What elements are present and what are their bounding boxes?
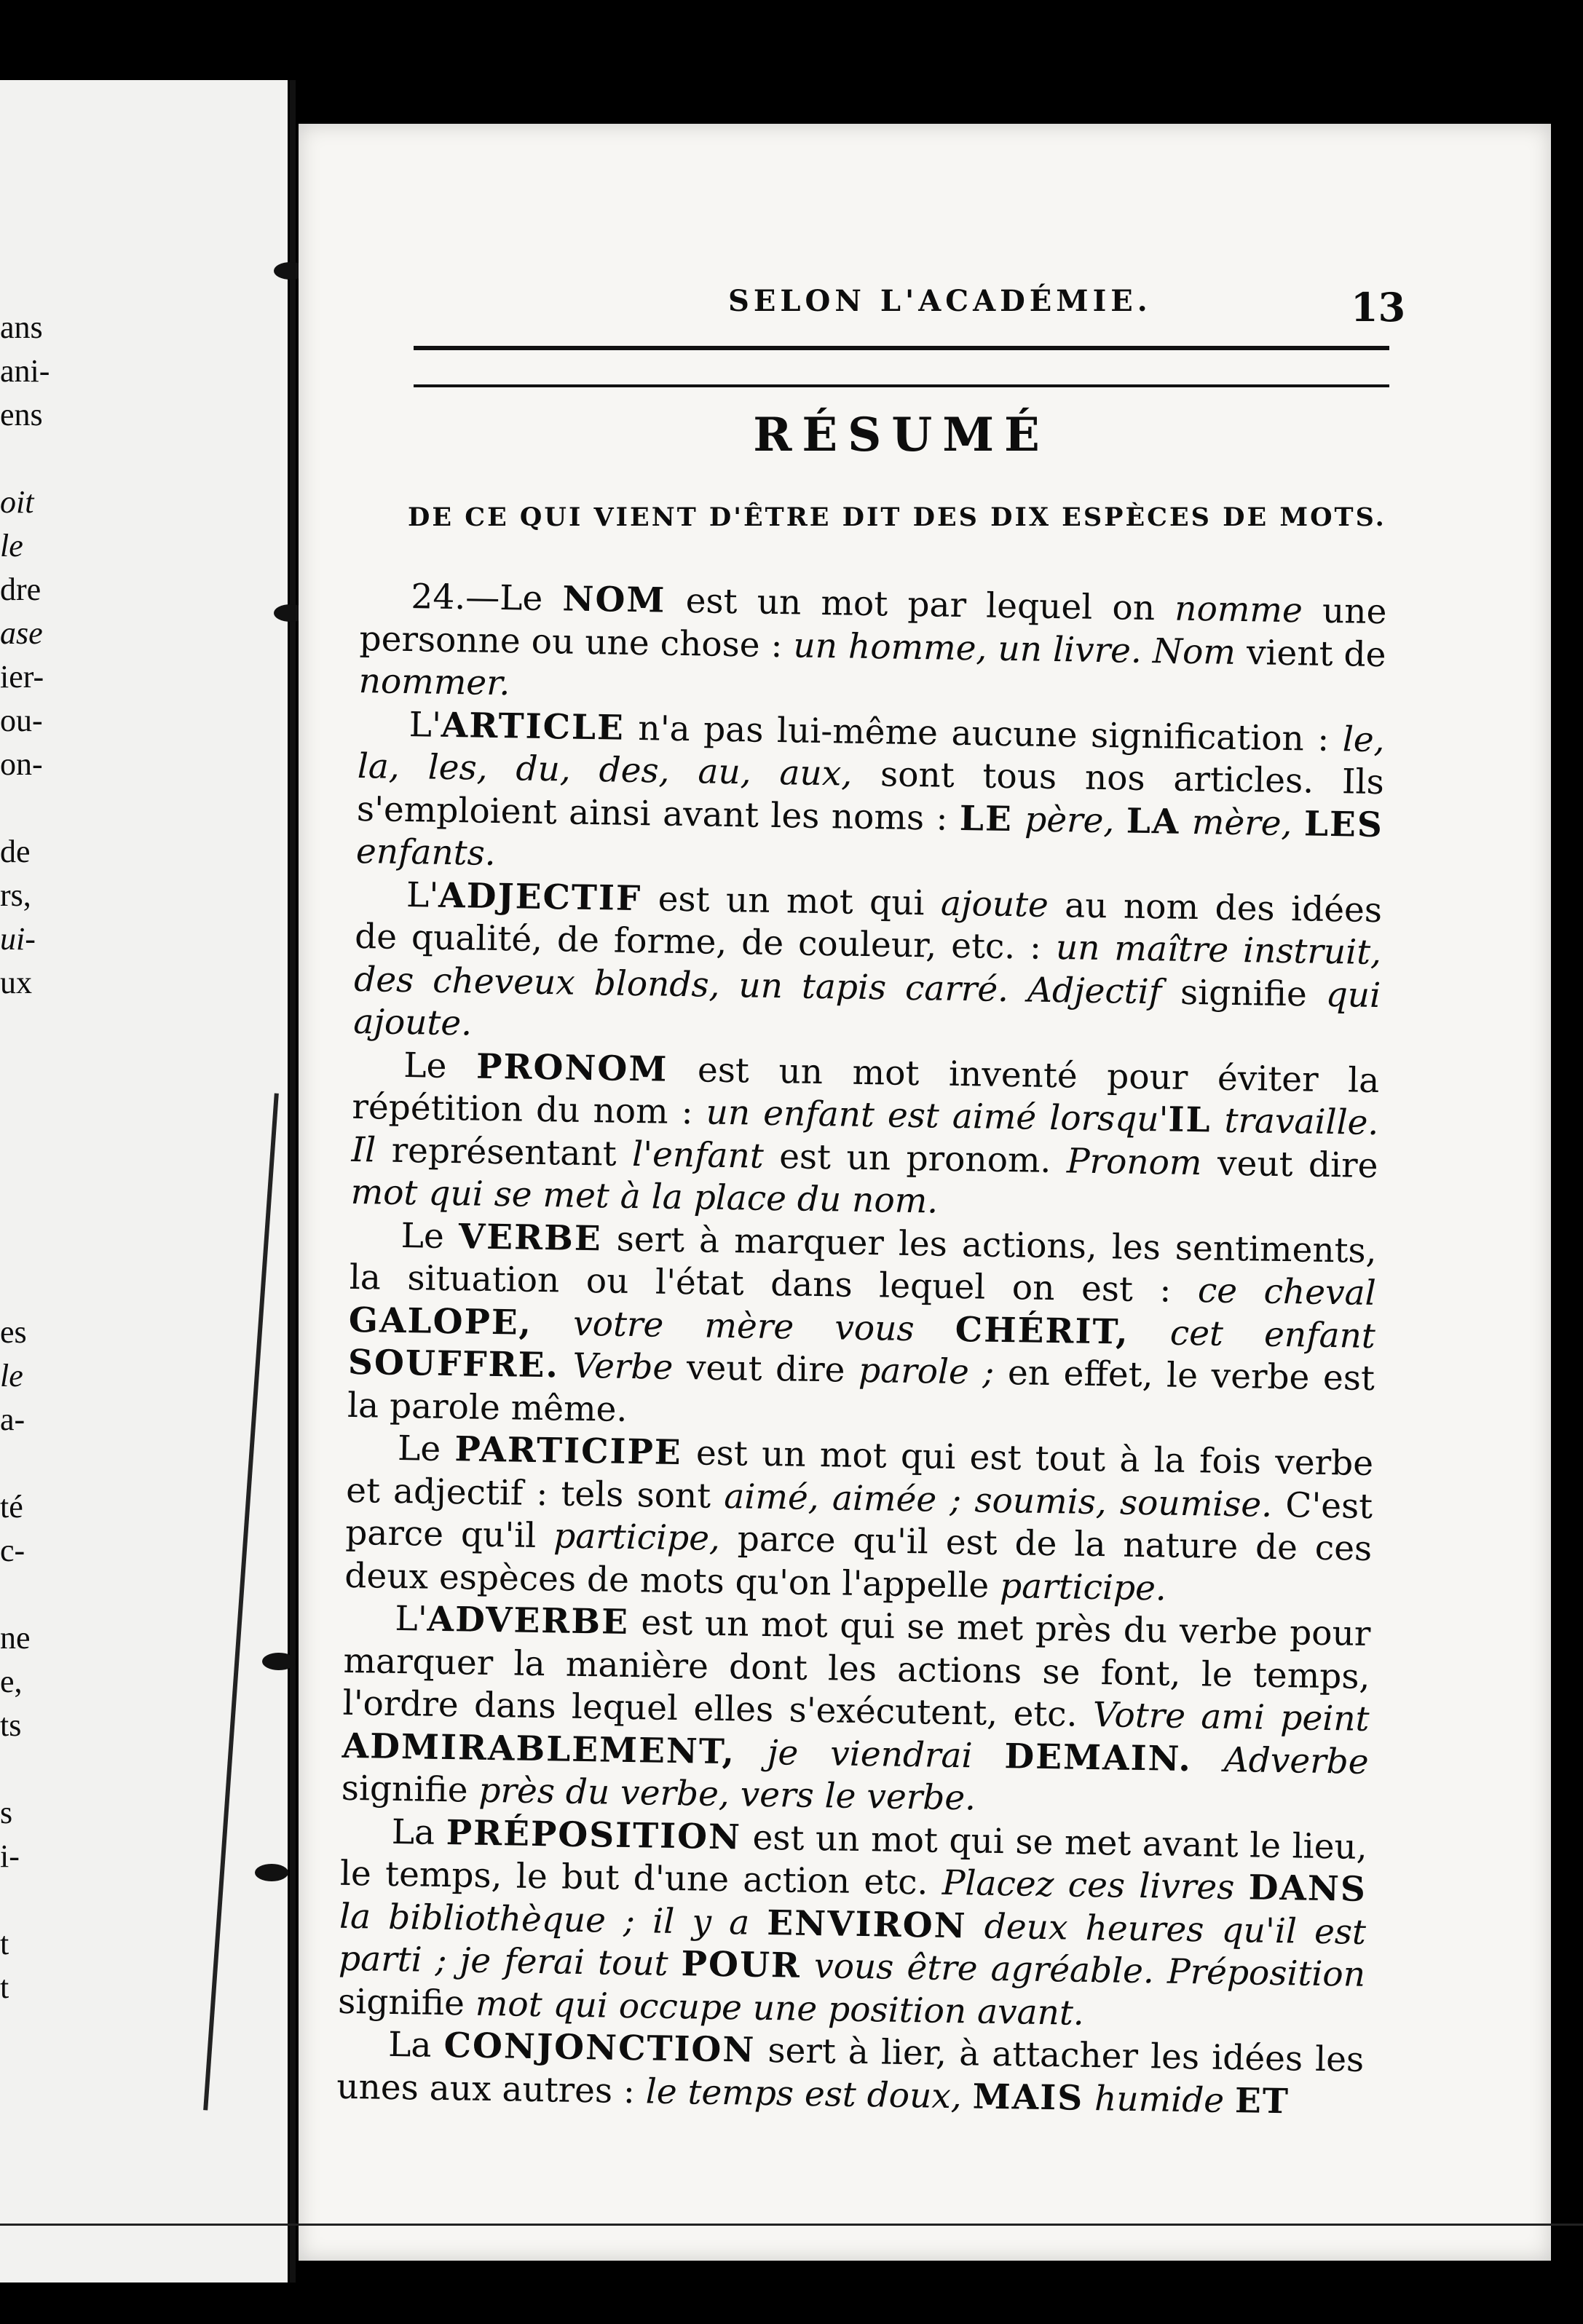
margin-fragment: oit (0, 484, 34, 520)
margin-fragment (0, 1048, 87, 1092)
margin-fragment (0, 1092, 87, 1136)
paragraph-participe: Le PARTICIPE est un mot qui est tout à la fois verbe et adjectif : tels sont aimé, aimée ; soumis, soumise. C'est parce qu'il participe, parce qu'il est de la nature de ces deux espèces de mots qu'on l'appelle participe. (344, 1428, 1374, 1609)
paragraph-article: L'ARTICLE n'a pas lui-même aucune signification : le, la, les, du, des, au, aux, sont tous nos articles. Ils s'emploient ainsi avant les noms : LE père, LA mère, LES enfants. (355, 704, 1386, 874)
binding-mark (262, 1653, 296, 1670)
paragraph-verbe: Le VERBE sert à marquer les actions, les sentiments, la situation ou l'état dans lequel on est : ce cheval GALOPE, votre mère vous CHÉRIT, cet enfant SOUFFRE. Verbe veut dire parole ; en effet, le verbe est la parole même. (347, 1215, 1378, 1430)
header-rule (414, 346, 1389, 350)
margin-fragment (0, 1442, 87, 1485)
margin-fragment: ts (0, 1707, 22, 1743)
margin-fragment (0, 1179, 87, 1223)
margin-fragment (0, 1136, 87, 1179)
scan-crease-line (0, 2224, 1583, 2226)
margin-fragment: ani- (0, 353, 50, 389)
margin-fragment: c- (0, 1533, 25, 1568)
margin-fragment (0, 1747, 87, 1791)
margin-fragment: le (0, 1358, 23, 1394)
paragraph-adjectif: L'ADJECTIF est un mot qui ajoute au nom des idées de qualité, de forme, de couleur, etc. : un maître instruit, des cheveux blonds, un tapis carré. Adjectif signifie qui ajoute. (352, 874, 1383, 1044)
margin-fragment (0, 1267, 87, 1311)
margin-fragment: ase (0, 615, 43, 651)
margin-fragment: rs, (0, 877, 31, 913)
margin-fragment (0, 1573, 87, 1616)
previous-page-fragments (0, 306, 87, 2009)
margin-fragment (0, 437, 87, 481)
margin-fragment (0, 1223, 87, 1267)
page-gutter (290, 80, 296, 2282)
margin-fragment: a- (0, 1402, 25, 1437)
page-number: 13 (1351, 284, 1406, 331)
paragraph-pronom: Le PRONOM est un mot inventé pour éviter la répétition du nom : un enfant est aimé lorsqu'IL travaille. Il représentant l'enfant est un pronom. Pronom veut dire mot qui se met à la place du nom. (350, 1045, 1380, 1222)
paragraph-preposition: La PRÉPOSITION est un mot qui se met avant le lieu, le temps, le but d'une action etc. Placez ces livres DANS la bibliothèque ; il y a ENVIRON deux heures qu'il est parti ; je ferai tout POUR vous être agréable. Préposition signifie mot qui occupe une position avant. (337, 1811, 1368, 2034)
paragraph-nom: 24.—Le NOM est un mot par lequel on nomme une personne ou une chose : un homme, un livre. Nom vient de nommer. (358, 577, 1387, 704)
margin-fragment: ne (0, 1620, 31, 1656)
margin-fragment: s (0, 1795, 13, 1830)
margin-fragment: ier- (0, 659, 44, 695)
margin-fragment (0, 786, 87, 830)
margin-fragment: té (0, 1489, 23, 1525)
section-title: RÉSUMÉ (753, 408, 1050, 462)
margin-fragment: ens (0, 397, 43, 432)
margin-fragment: on- (0, 746, 43, 782)
binding-mark (255, 1864, 288, 1881)
paragraph-adverbe: L'ADVERBE est un mot qui se met près du verbe pour marquer la manière dont les actions se font, le temps, l'ordre dans lequel elles s'exécutent, etc. Votre ami peint ADMIRABLEMENT, je viendrai DEMAIN. Adverbe signifie près du verbe, vers le verbe. (341, 1598, 1371, 1819)
margin-fragment: i- (0, 1838, 20, 1874)
margin-fragment: de (0, 834, 31, 869)
margin-fragment: t (0, 1926, 9, 1961)
margin-fragment: es (0, 1314, 27, 1350)
margin-fragment (0, 1878, 87, 1922)
body-text (336, 575, 1387, 2125)
margin-fragment: e, (0, 1664, 23, 1699)
running-head: SELON L'ACADÉMIE. (728, 284, 1152, 318)
margin-fragment: ou- (0, 703, 43, 738)
header-rule-thin (414, 384, 1389, 387)
margin-fragment: ux (0, 965, 32, 1000)
margin-fragment: t (0, 1969, 9, 2005)
margin-fragment: ui- (0, 921, 36, 957)
margin-fragment: dre (0, 572, 42, 607)
section-subtitle: DE CE QUI VIENT D'ÊTRE DIT DES DIX ESPÈCES DE MOTS. (408, 502, 1386, 532)
margin-fragment: le (0, 528, 23, 564)
margin-fragment: ans (0, 309, 43, 345)
margin-fragment (0, 1005, 87, 1048)
paragraph-conjonction: La CONJONCTION sert à lier, à attacher les idées les unes aux autres : le temps est doux, MAIS humide ET (336, 2024, 1365, 2122)
